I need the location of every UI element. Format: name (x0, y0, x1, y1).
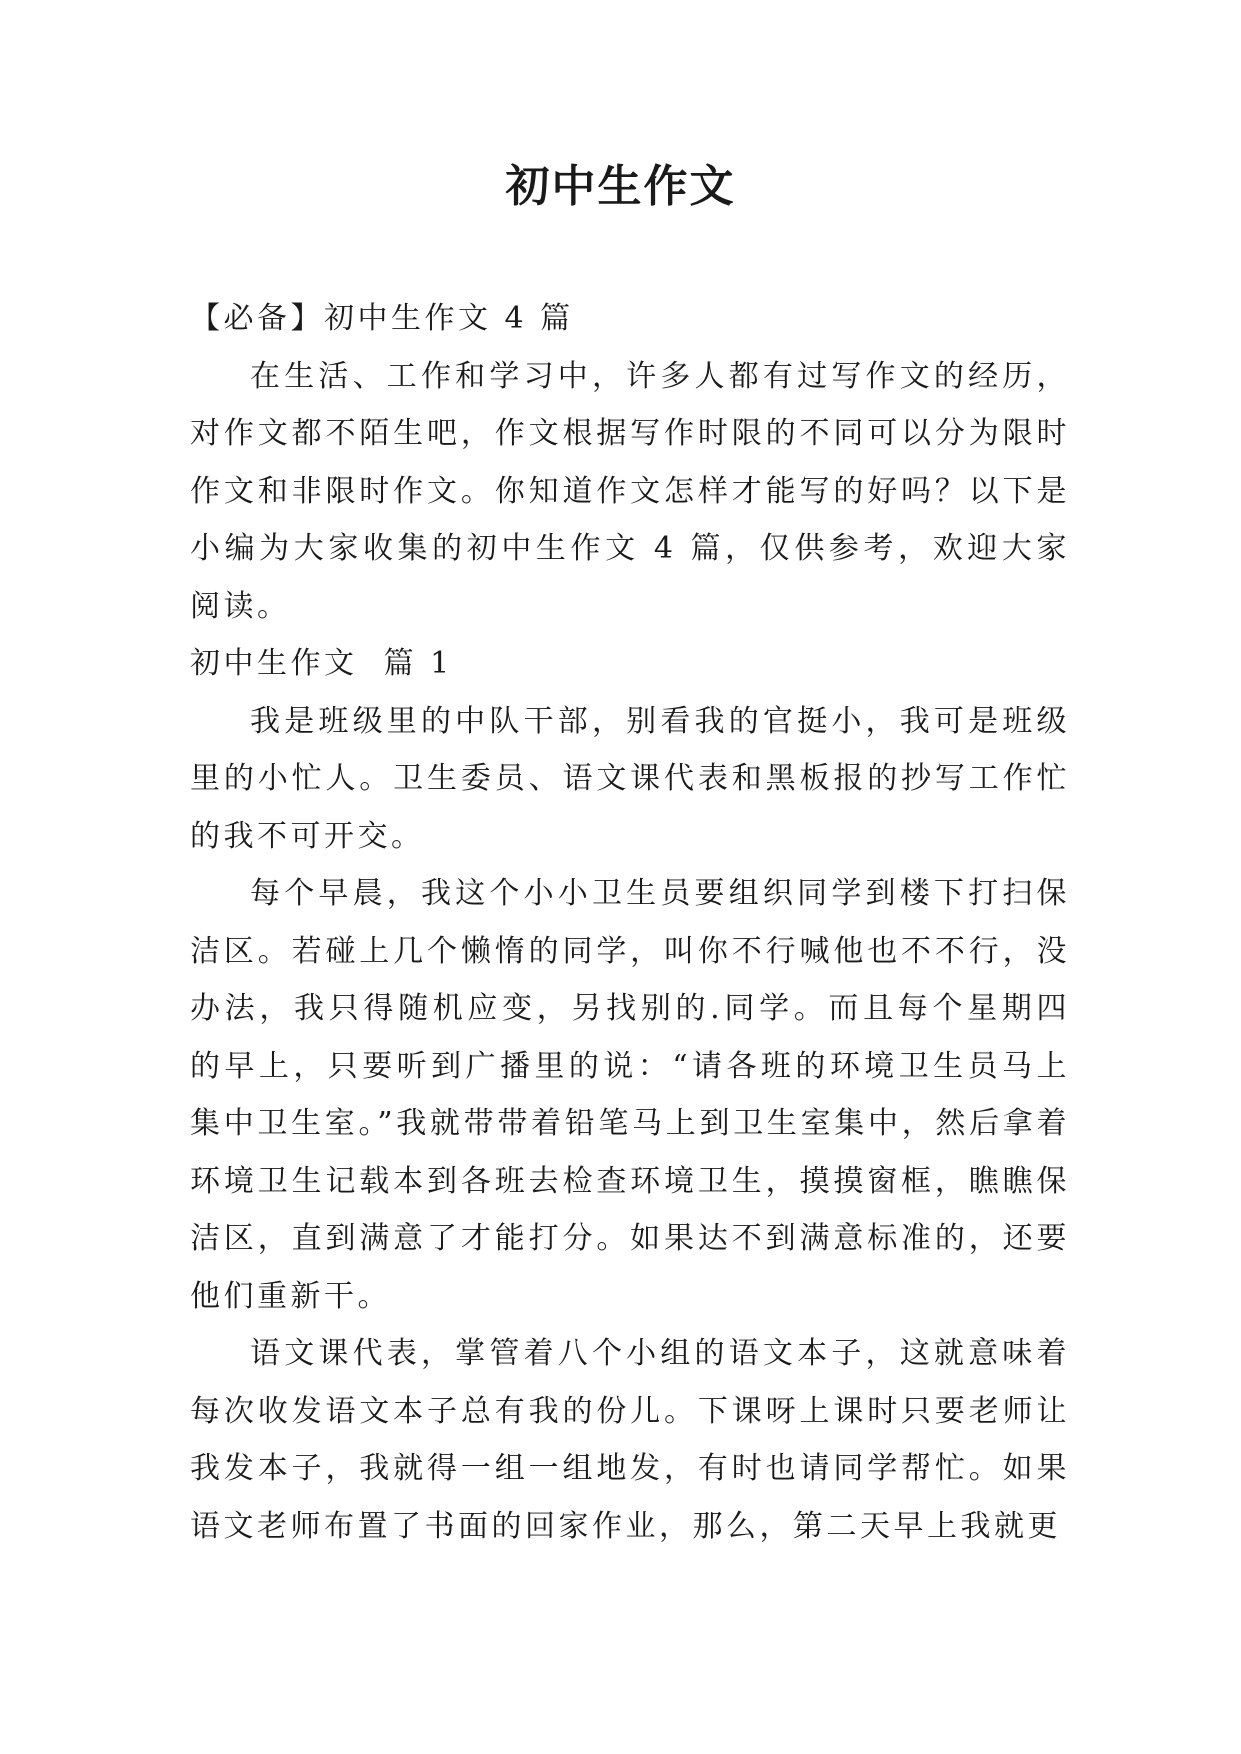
section-heading: 初中生作文 篇 1 (190, 646, 453, 681)
body-paragraph: 我是班级里的中队干部，别看我的官挺小，我可是班级里的小忙人。卫生委员、语文课代表和黑板报的抄写工作忙的我不可开交。 (190, 703, 1070, 854)
document-body (190, 290, 1070, 1555)
intro-paragraph: 在生活、工作和学习中，许多人都有过写作文的经历，对作文都不陌生吧，作文根据写作时限的不同可以分为限时作文和非限时作文。你知道作文怎样才能写的好吗？以下是小编为大家收集的初中生作文 4 篇，仅供参考，欢迎大家阅读。 (190, 358, 1070, 624)
body-paragraph: 每个早晨，我这个小小卫生员要组织同学到楼下打扫保洁区。若碰上几个懒惰的同学，叫你不行喊他也不不行，没办法，我只得随机应变，另找别的.同学。而且每个星期四的早上，只要听到广播里的说：“请各班的环境卫生员马上集中卫生室。”我就带带着铅笔马上到卫生室集中，然后拿着环境卫生记载本到各班去检查环境卫生，摸摸窗框，瞧瞧保洁区，直到满意了才能打分。如果达不到满意标准的，还要他们重新干。 (190, 876, 1070, 1314)
document-title: 初中生作文 (505, 161, 736, 212)
document-subtitle: 【必备】初中生作文 4 篇 (190, 301, 574, 336)
body-paragraph: 语文课代表，掌管着八个小组的语文本子，这就意味着每次收发语文本子总有我的份儿。下课呀上课时只要老师让我发本子，我就得一组一组地发，有时也请同学帮忙。如果语文老师布置了书面的回家作业，那么，第二天早上我就更 (190, 1336, 1070, 1544)
